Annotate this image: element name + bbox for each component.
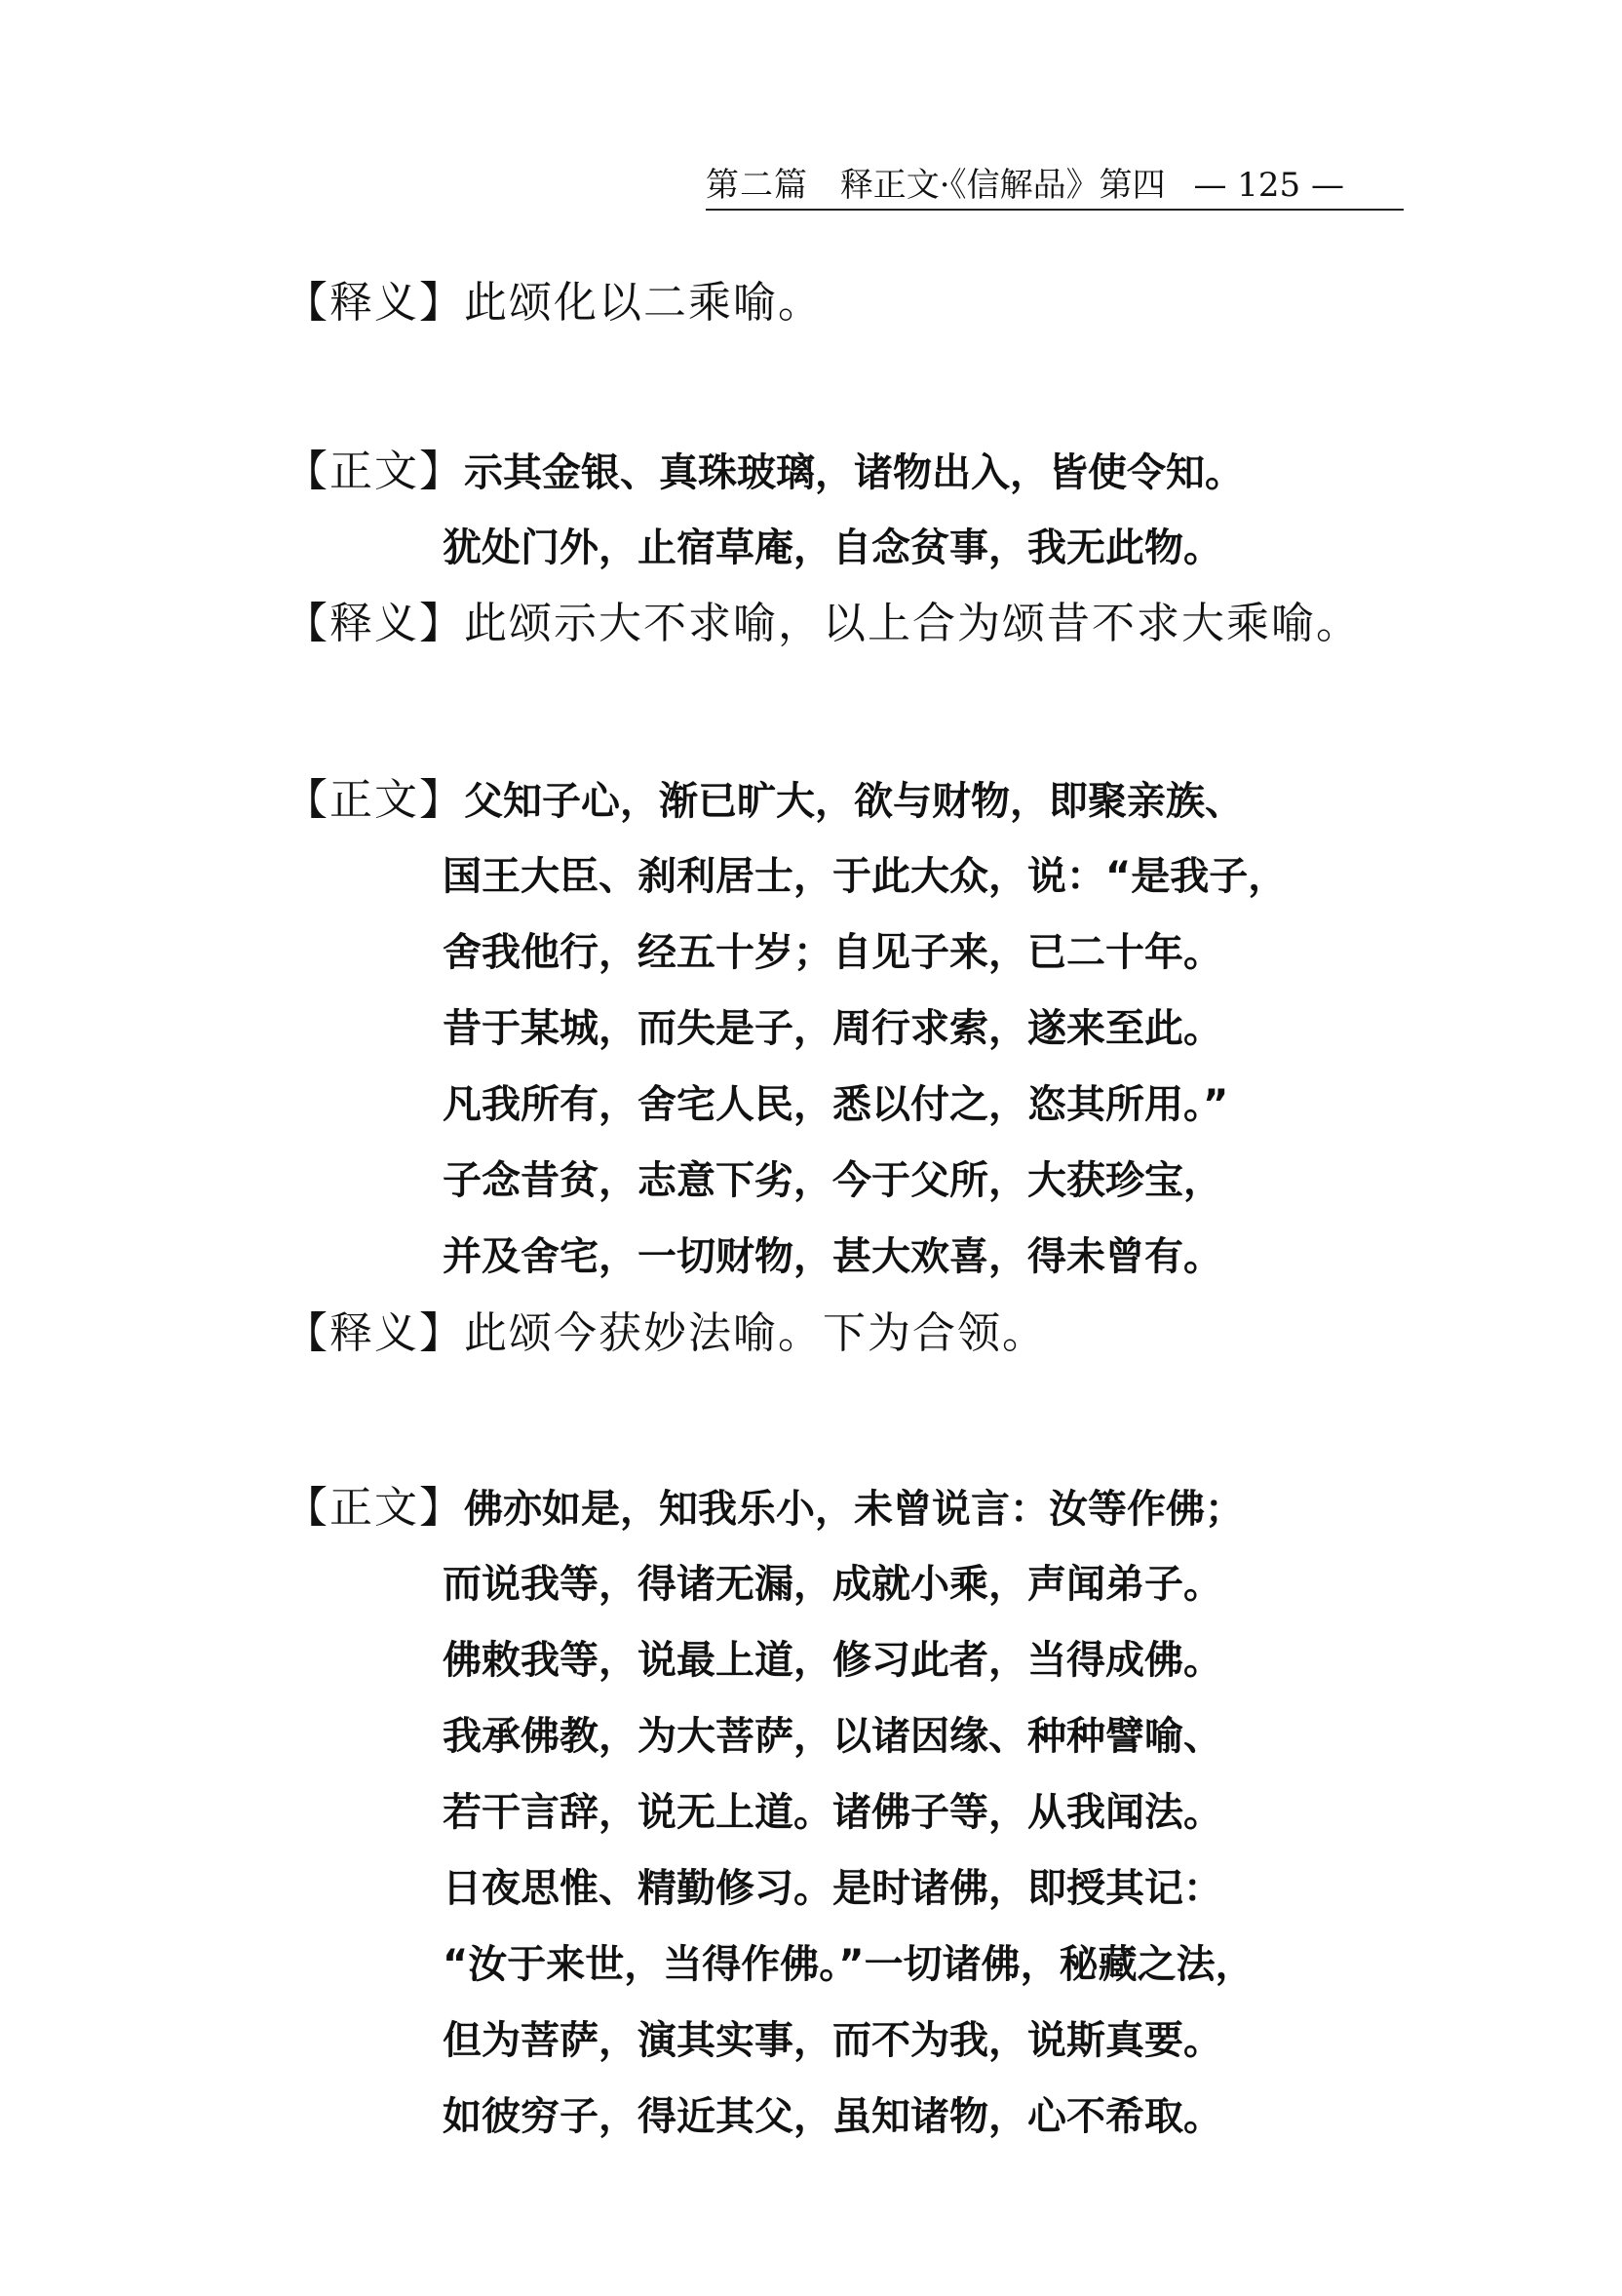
commentary-text: 此颂今获妙法喻。下为合领。 [464, 1308, 1047, 1358]
text-line [285, 586, 1361, 662]
text-line [285, 1622, 1255, 1698]
text-line [285, 1470, 1255, 1546]
text-line [285, 1143, 1287, 1219]
commentary-block [285, 1296, 1047, 1372]
text-line [285, 1926, 1255, 2003]
scripture-verse: 父知子心，渐已旷大，欲与财物，即聚亲族、 [464, 779, 1244, 824]
scripture-verse: 而说我等，得诸无漏，成就小乘，声闻弟子。 [443, 1562, 1222, 1607]
scripture-verse: 犹处门外，止宿草庵，自念贫事，我无此物。 [443, 525, 1222, 570]
scripture-block [285, 434, 1244, 586]
text-line [285, 991, 1287, 1067]
scripture-verse: 示其金银、真珠玻璃，诸物出入，皆使令知。 [464, 450, 1244, 495]
text-line [285, 1850, 1255, 1926]
text-line [285, 265, 823, 341]
header-chapter: 第二篇 [706, 166, 808, 205]
page-number: — 125 — [1193, 166, 1344, 205]
text-line [285, 1774, 1255, 1850]
commentary-tag: 【释义】 [285, 1308, 464, 1358]
text-line [285, 1698, 1255, 1774]
scripture-verse: 日夜思惟、精勤修习。是时诸佛，即授其记： [443, 1866, 1222, 1911]
header-section: 释正文·《信解品》第四 [839, 166, 1166, 205]
scripture-verse: 子念昔贫，志意下劣，今于父所，大获珍宝， [443, 1158, 1222, 1203]
text-line [285, 510, 1244, 586]
text-line [285, 2003, 1255, 2079]
scripture-verse: 昔于某城，而失是子，周行求索，遂来至此。 [443, 1006, 1222, 1051]
scripture-verse: 佛敕我等，说最上道，修习此者，当得成佛。 [443, 1638, 1222, 1683]
scripture-verse: 并及舍宅，一切财物，甚大欢喜，得未曾有。 [443, 1234, 1222, 1279]
scripture-verse: 国王大臣、刹利居士，于此大众，说：“是我子， [443, 854, 1288, 899]
scripture-tag: 【正文】 [285, 1483, 464, 1533]
scripture-verse: 若干言辞，说无上道。诸佛子等，从我闻法。 [443, 1790, 1222, 1835]
scripture-verse: 佛亦如是，知我乐小，未曾说言：汝等作佛； [464, 1487, 1244, 1532]
text-line [285, 1067, 1287, 1143]
commentary-text: 此颂化以二乘喻。 [464, 278, 823, 328]
scripture-verse: 如彼穷子，得近其父，虽知诸物，心不希取。 [443, 2094, 1222, 2139]
text-line [285, 762, 1287, 838]
commentary-block [285, 265, 823, 341]
scripture-verse: 舍我他行，经五十岁；自见子来，已二十年。 [443, 930, 1222, 975]
scripture-block [285, 1470, 1255, 2155]
commentary-tag: 【释义】 [285, 278, 464, 328]
scripture-verse: “汝于来世，当得作佛。”一切诸佛，秘藏之法， [443, 1942, 1255, 1987]
text-line [285, 1296, 1047, 1372]
commentary-tag: 【释义】 [285, 599, 464, 648]
commentary-block [285, 586, 1361, 662]
text-line [285, 2079, 1255, 2155]
scripture-tag: 【正文】 [285, 775, 464, 825]
commentary-text: 此颂示大不求喻，以上合为颂昔不求大乘喻。 [464, 599, 1361, 648]
text-line [285, 1546, 1255, 1622]
scripture-verse: 但为菩萨，演其实事，而不为我，说斯真要。 [443, 2018, 1222, 2063]
running-header [706, 164, 1404, 211]
text-line [285, 915, 1287, 991]
scripture-verse: 我承佛教，为大菩萨，以诸因缘、种种譬喻、 [443, 1714, 1222, 1759]
text-line [285, 434, 1244, 510]
text-line [285, 1219, 1287, 1295]
scripture-block [285, 762, 1287, 1295]
scripture-verse: 凡我所有，舍宅人民，悉以付之，恣其所用。” [443, 1082, 1229, 1127]
scripture-tag: 【正文】 [285, 447, 464, 496]
text-line [285, 838, 1287, 915]
